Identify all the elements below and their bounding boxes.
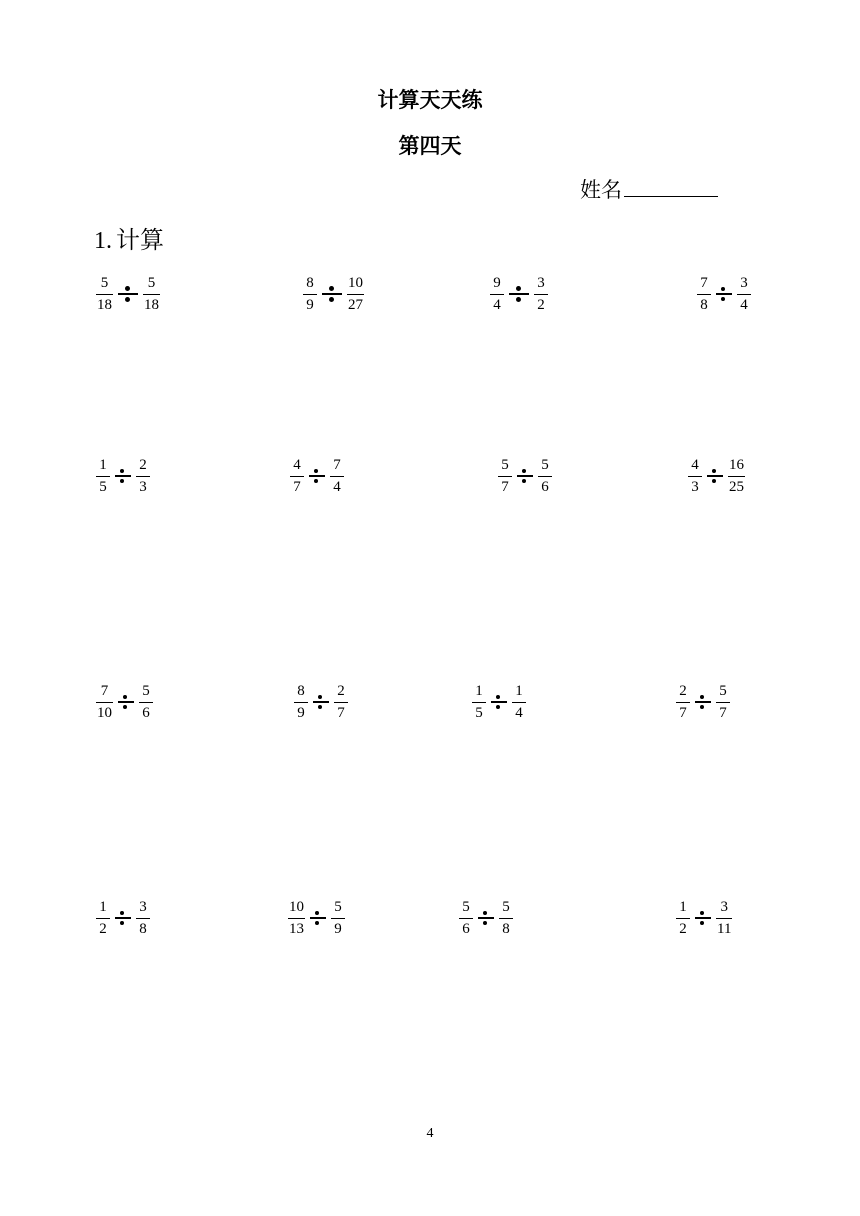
dividend-fraction	[96, 683, 113, 722]
division-sign-icon	[508, 284, 530, 304]
division-sign-icon	[308, 466, 326, 486]
dividend-fraction	[96, 275, 113, 314]
divisor-fraction	[728, 457, 745, 496]
denominator: 6	[538, 476, 552, 496]
denominator: 4	[490, 294, 504, 314]
dividend-fraction	[303, 275, 317, 314]
division-problem	[490, 271, 548, 317]
denominator: 27	[347, 294, 364, 314]
denominator: 8	[136, 918, 150, 938]
division-problem	[498, 453, 552, 499]
division-sign-icon	[309, 908, 327, 928]
denominator: 8	[499, 918, 513, 938]
numerator: 10	[289, 898, 304, 915]
denominator: 10	[96, 702, 113, 722]
divisor-fraction	[716, 899, 732, 938]
division-sign-icon	[694, 692, 712, 712]
division-problem	[288, 895, 345, 941]
numerator: 7	[333, 456, 341, 473]
denominator: 2	[534, 294, 548, 314]
division-sign-icon	[694, 908, 712, 928]
numerator: 1	[475, 682, 483, 699]
numerator: 1	[99, 456, 107, 473]
division-problem	[96, 895, 150, 941]
denominator: 2	[676, 918, 690, 938]
division-sign-icon	[715, 284, 733, 304]
page-number: 4	[426, 1126, 434, 1141]
numerator: 10	[348, 274, 363, 291]
numerator: 7	[700, 274, 708, 291]
denominator: 25	[728, 476, 745, 496]
divisor-fraction	[136, 899, 150, 938]
division-sign-icon	[117, 692, 135, 712]
numerator: 1	[515, 682, 523, 699]
division-problem	[459, 895, 513, 941]
worksheet-subtitle: 第四天	[398, 134, 462, 158]
denominator: 5	[96, 476, 110, 496]
denominator: 5	[472, 702, 486, 722]
divisor-fraction	[737, 275, 751, 314]
numerator: 5	[462, 898, 470, 915]
dividend-fraction	[288, 899, 305, 938]
denominator: 9	[294, 702, 308, 722]
division-problem	[96, 679, 153, 725]
dividend-fraction	[294, 683, 308, 722]
dividend-fraction	[688, 457, 702, 496]
division-problem	[303, 271, 364, 317]
name-blank-line[interactable]	[624, 178, 718, 197]
division-problem	[294, 679, 348, 725]
numerator: 8	[306, 274, 314, 291]
division-problem	[688, 453, 745, 499]
divisor-fraction	[139, 683, 153, 722]
division-sign-icon	[114, 466, 132, 486]
denominator: 18	[143, 294, 160, 314]
denominator: 4	[330, 476, 344, 496]
division-sign-icon	[312, 692, 330, 712]
numerator: 1	[679, 898, 687, 915]
denominator: 2	[96, 918, 110, 938]
divisor-fraction	[499, 899, 513, 938]
numerator: 5	[100, 274, 109, 291]
numerator: 5	[719, 682, 727, 699]
name-field[interactable]	[580, 174, 718, 204]
name-label: 姓名	[580, 178, 622, 202]
dividend-fraction	[290, 457, 304, 496]
divisor-fraction	[534, 275, 548, 314]
division-sign-icon	[706, 466, 724, 486]
numerator: 1	[99, 898, 107, 915]
denominator: 3	[136, 476, 150, 496]
denominator: 3	[688, 476, 702, 496]
division-problem	[290, 453, 344, 499]
denominator: 8	[697, 294, 711, 314]
dividend-fraction	[676, 899, 690, 938]
division-problem	[96, 271, 160, 317]
denominator: 6	[459, 918, 473, 938]
numerator: 7	[100, 682, 109, 699]
section-title: 计算	[116, 226, 164, 254]
denominator: 6	[139, 702, 153, 722]
dividend-fraction	[96, 899, 110, 938]
dividend-fraction	[96, 457, 110, 496]
divisor-fraction	[136, 457, 150, 496]
divisor-fraction	[716, 683, 730, 722]
worksheet-title: 计算天天练	[377, 88, 483, 112]
numerator: 5	[334, 898, 342, 915]
denominator: 7	[290, 476, 304, 496]
divisor-fraction	[143, 275, 160, 314]
numerator: 9	[493, 274, 501, 291]
dividend-fraction	[490, 275, 504, 314]
denominator: 18	[96, 294, 113, 314]
division-problem	[96, 453, 150, 499]
divisor-fraction	[538, 457, 552, 496]
numerator: 3	[139, 898, 147, 915]
denominator: 7	[334, 702, 348, 722]
division-problem	[676, 895, 732, 941]
numerator: 5	[541, 456, 549, 473]
numerator: 2	[337, 682, 345, 699]
numerator: 8	[297, 682, 305, 699]
dividend-fraction	[697, 275, 711, 314]
numerator: 5	[502, 898, 510, 915]
numerator: 3	[720, 898, 728, 915]
numerator: 5	[142, 682, 150, 699]
division-sign-icon	[321, 284, 343, 304]
divisor-fraction	[331, 899, 345, 938]
numerator: 16	[729, 456, 744, 473]
division-sign-icon	[516, 466, 534, 486]
dividend-fraction	[459, 899, 473, 938]
divisor-fraction	[512, 683, 526, 722]
division-problem	[697, 271, 751, 317]
denominator: 11	[716, 918, 732, 938]
denominator: 4	[737, 294, 751, 314]
denominator: 7	[676, 702, 690, 722]
dividend-fraction	[676, 683, 690, 722]
division-sign-icon	[114, 908, 132, 928]
denominator: 7	[716, 702, 730, 722]
division-problem	[676, 679, 730, 725]
dividend-fraction	[472, 683, 486, 722]
division-sign-icon	[477, 908, 495, 928]
denominator: 4	[512, 702, 526, 722]
numerator: 4	[293, 456, 301, 473]
denominator: 9	[331, 918, 345, 938]
denominator: 9	[303, 294, 317, 314]
numerator: 2	[139, 456, 147, 473]
numerator: 2	[679, 682, 687, 699]
denominator: 13	[288, 918, 305, 938]
divisor-fraction	[334, 683, 348, 722]
numerator: 3	[740, 274, 748, 291]
divisor-fraction	[347, 275, 364, 314]
divisor-fraction	[330, 457, 344, 496]
numerator: 3	[537, 274, 545, 291]
numerator: 5	[147, 274, 156, 291]
section-number: 1.	[94, 228, 112, 254]
numerator: 5	[501, 456, 509, 473]
division-problem	[472, 679, 526, 725]
division-sign-icon	[490, 692, 508, 712]
denominator: 7	[498, 476, 512, 496]
division-sign-icon	[117, 284, 139, 304]
dividend-fraction	[498, 457, 512, 496]
section-heading	[94, 220, 164, 255]
numerator: 4	[691, 456, 699, 473]
